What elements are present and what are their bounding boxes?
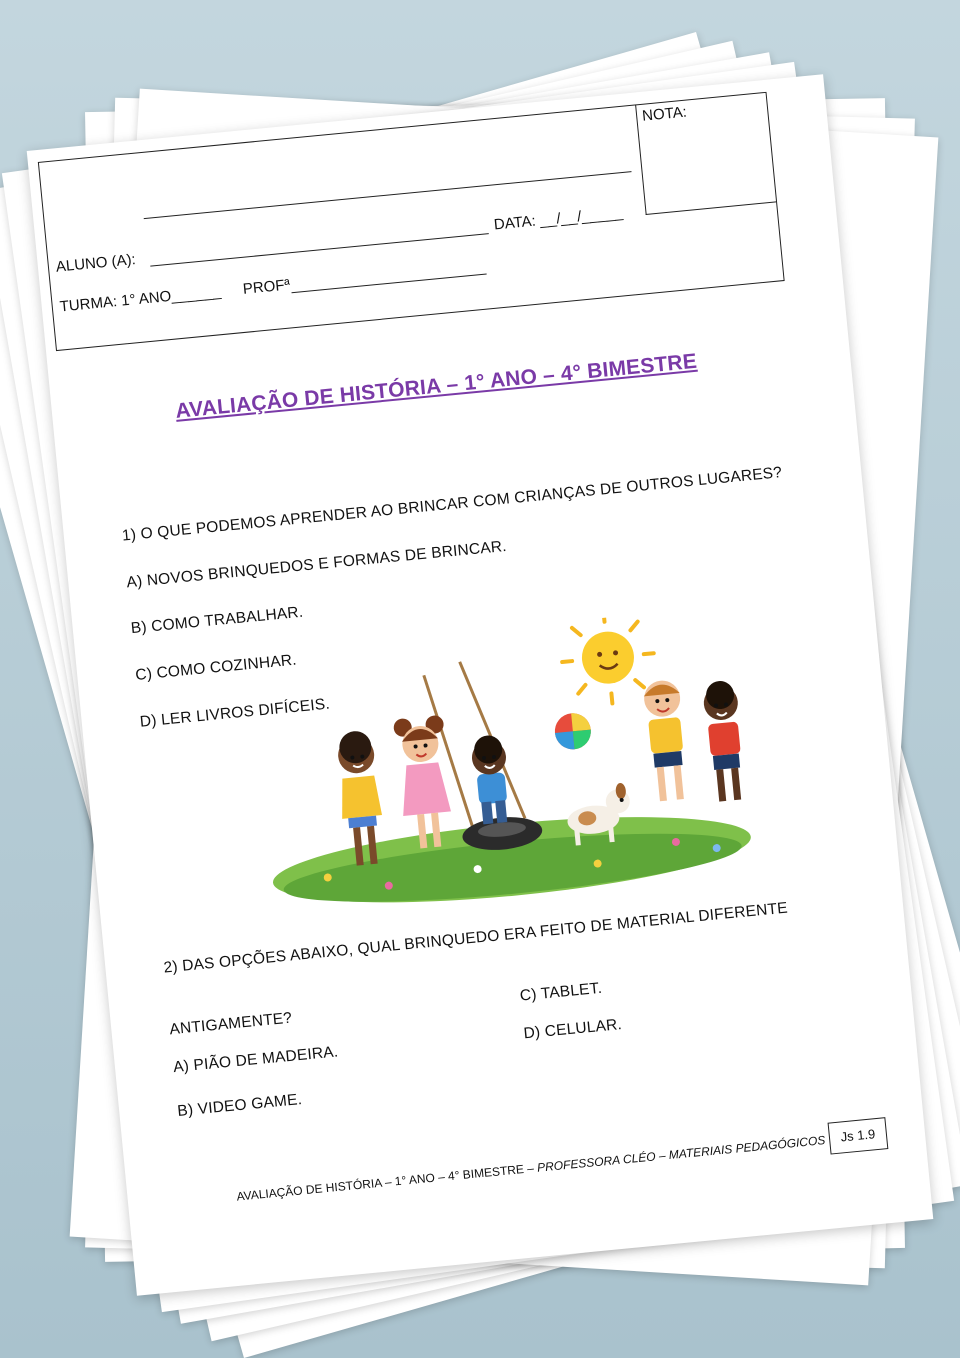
footer-text: AVALIAÇÃO DE HISTÓRIA – 1° ANO – 4° BIMESTRE –	[235, 1160, 538, 1204]
grade-label: NOTA:	[641, 103, 688, 125]
child-on-swing	[470, 734, 512, 825]
date-label: DATA: __/__/_____	[493, 204, 624, 234]
worksheet-page	[27, 74, 934, 1295]
child-boy-yellow	[643, 679, 690, 802]
teacher-label: PROFª	[242, 276, 291, 298]
question-1-prompt: 1) O QUE PODEMOS APRENDER AO BRINCAR COM CRIANÇAS DE OUTROS LUGARES?	[121, 464, 783, 545]
question-2-prompt-line-2: ANTIGAMENTE?	[168, 1009, 293, 1039]
page-footer	[197, 1133, 825, 1207]
question-1-option-d[interactable]: D) LER LIVROS DIFÍCEIS.	[139, 695, 331, 731]
question-1-option-c[interactable]: C) COMO COZINHAR.	[134, 651, 298, 684]
footer-author: PROFESSORA CLÉO – MATERIAIS PEDAGÓGICOS	[536, 1133, 826, 1175]
version-code-badge: Js 1.9	[828, 1117, 889, 1154]
question-2-option-a[interactable]: A) PIÃO DE MADEIRA.	[172, 1043, 340, 1077]
child-boy-red	[702, 679, 747, 802]
sun	[558, 607, 658, 707]
page-title: AVALIAÇÃO DE HISTÓRIA – 1° ANO – 4° BIMESTRE	[174, 349, 698, 423]
child-girl-pink	[393, 715, 455, 850]
question-2-option-b[interactable]: B) VIDEO GAME.	[176, 1091, 303, 1120]
question-1-option-b[interactable]: B) COMO TRABALHAR.	[130, 603, 304, 638]
class-label: TURMA: 1° ANO______	[59, 283, 222, 316]
question-2-prompt-line-1: 2) DAS OPÇÕES ABAIXO, QUAL BRINQUEDO ERA FEITO DE MATERIAL DIFERENTE	[162, 899, 789, 977]
beach-ball	[553, 712, 592, 751]
question-2-option-d[interactable]: D) CELULAR.	[522, 1016, 623, 1043]
question-2-option-c[interactable]: C) TABLET.	[519, 979, 603, 1005]
children-playing-illustration	[246, 605, 760, 921]
question-1-option-a[interactable]: A) NOVOS BRINQUEDOS E FORMAS DE BRINCAR.	[125, 537, 508, 592]
student-label: ALUNO (A):	[55, 251, 137, 276]
